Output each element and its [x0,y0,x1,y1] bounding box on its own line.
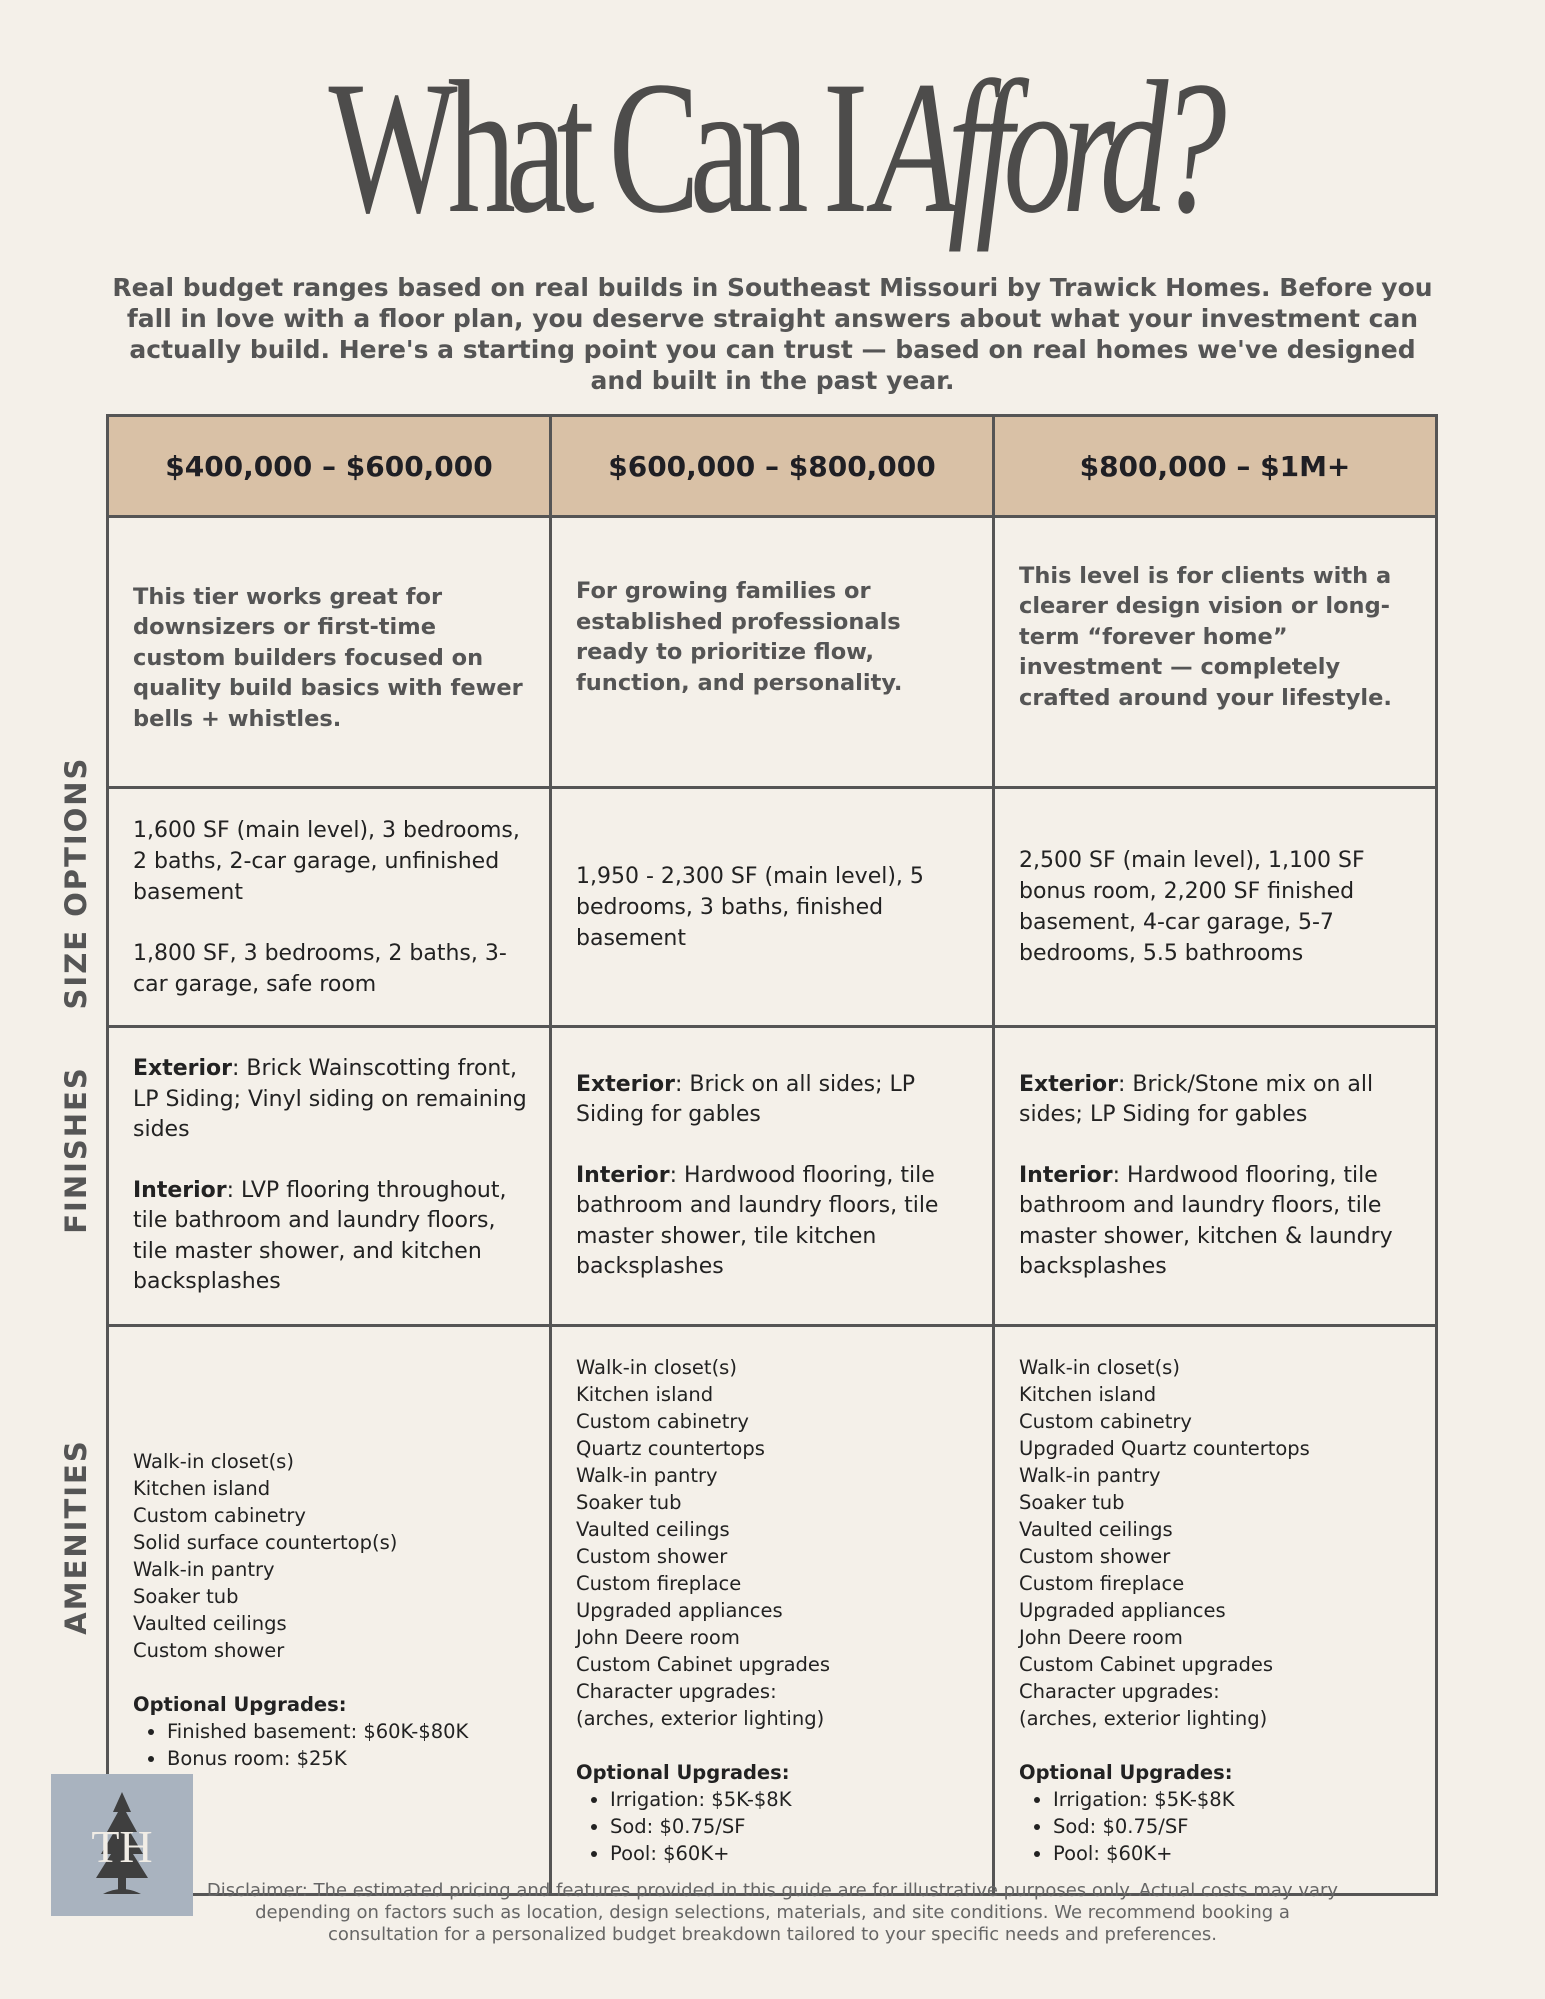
size-options-row [108,788,1437,1027]
description-row [108,517,1437,788]
optional-upgrade-item: • Bonus room: $25K [167,1745,529,1772]
amenities-cell-2 [551,1326,994,1895]
amenity-item: Custom cabinetry [133,1504,306,1527]
amenity-item: Soaker tub [576,1490,682,1514]
optional-upgrade-item: • Sod: $0.75/SF [1053,1813,1415,1840]
size-option: 1,950 - 2,300 SF (main level), 5 bedrooms, 3 baths, finished basement [576,863,924,951]
amenity-item: Quartz countertops [576,1436,765,1460]
optional-upgrade-item: • Finished basement: $60K-$80K [167,1718,529,1745]
interior-finish [133,1176,529,1298]
amenities-row [108,1326,1437,1895]
intro-paragraph: Real budget ranges based on real builds in Southeast Missouri by Trawick Homes. Before you fall in love with a floor plan, you deserve straight answers about what your investment can actually build. Here's a starting point you can trust — based on real homes we've designed and built in the past year. [112,273,1433,395]
size-option: 2,500 SF (main level), 1,100 SF bonus room, 2,200 SF finished basement, 4-car garage, 5-7 bedrooms, 5.5 bathrooms [1019,848,1365,966]
tier-description-1: This tier works great for downsizers or first-time custom builders focused on quality build basics with fewer bells + whistles. [108,517,551,788]
logo-monogram: TH [91,1821,153,1872]
page-title [216,43,1328,253]
optional-upgrades-title: Optional Upgrades: [133,1693,347,1716]
optional-upgrade-item: • Sod: $0.75/SF [610,1813,972,1840]
size-option: 1,800 SF, 3 bedrooms, 2 baths, 3-car garage, safe room [133,940,507,997]
amenity-item: (arches, exterior lighting) [576,1706,825,1730]
finishes-cell-2 [551,1027,994,1326]
exterior-label: Exterior [576,1071,676,1097]
amenity-item: Kitchen island [576,1382,714,1406]
interior-label: Interior [1019,1162,1113,1188]
amenity-item: Soaker tub [133,1585,239,1608]
title-italic: Afford? [874,43,1217,253]
optional-upgrades-list [576,1786,972,1867]
row-label-size-text: SIZE OPTIONS [59,756,93,1010]
size-cell-1 [108,788,551,1027]
amenity-item: Custom shower [133,1639,285,1662]
amenities-list-2 [576,1354,972,1732]
amenity-item: Upgraded appliances [576,1598,783,1622]
amenity-item: John Deere room [576,1625,740,1649]
amenity-item: Kitchen island [133,1477,271,1500]
tier-price-3: $800,000 – $1M+ [994,416,1437,517]
interior-text: : LVP flooring throughout, tile bathroom and laundry floors, tile master shower, and kitchen backsplashes [133,1177,507,1295]
amenity-item: Custom cabinetry [576,1409,749,1433]
amenity-item: (arches, exterior lighting) [1019,1706,1268,1730]
size-cell-3 [994,788,1437,1027]
size-cell-2 [551,788,994,1027]
optional-upgrade-item: • Pool: $60K+ [610,1840,972,1867]
optional-upgrades-list [1019,1786,1415,1867]
pine-tree-icon [51,1774,193,1916]
tier-description-2: For growing families or established professionals ready to prioritize flow, function, and personality. [551,517,994,788]
finishes-cell-3 [994,1027,1437,1326]
amenities-list-3 [1019,1354,1415,1732]
amenity-item: Upgraded appliances [1019,1598,1226,1622]
amenity-item: Custom fireplace [576,1571,742,1595]
tier-price-1: $400,000 – $600,000 [108,416,551,517]
amenity-item: Custom fireplace [1019,1571,1185,1595]
amenity-item: Soaker tub [1019,1490,1125,1514]
amenity-item: Walk-in closet(s) [1019,1355,1180,1379]
amenity-item: Custom cabinetry [1019,1409,1192,1433]
finishes-row [108,1027,1437,1326]
amenity-item: Walk-in closet(s) [133,1450,294,1473]
amenity-item: Walk-in pantry [1019,1463,1161,1487]
amenities-list-1 [133,1448,529,1664]
exterior-label: Exterior [1019,1071,1119,1097]
amenity-item: Solid surface countertop(s) [133,1531,398,1554]
optional-upgrades-title: Optional Upgrades: [1019,1760,1233,1784]
tier-description-3: This level is for clients with a clearer design vision or long-term “forever home” investment — completely crafted around your lifestyle. [994,517,1437,788]
row-label-finishes-text: FINISHES [59,1066,93,1234]
amenity-item: Custom Cabinet upgrades [1019,1652,1274,1676]
amenity-item: Custom shower [576,1544,728,1568]
amenity-item: Custom Cabinet upgrades [576,1652,831,1676]
interior-text: : Hardwood flooring, tile bathroom and laundry floors, tile master shower, tile kitchen backsplashes [576,1162,939,1279]
amenity-item: Character upgrades: [576,1679,777,1703]
interior-text: : Hardwood flooring, tile bathroom and laundry floors, tile master shower, kitchen & laundry backsplashes [1019,1162,1393,1279]
amenity-item: Kitchen island [1019,1382,1157,1406]
amenity-item: Custom shower [1019,1544,1171,1568]
interior-finish [1019,1161,1415,1283]
amenities-cell-3 [994,1326,1437,1895]
interior-label: Interior [133,1177,227,1203]
optional-upgrade-item: • Irrigation: $5K-$8K [1053,1786,1415,1813]
amenity-item: Walk-in pantry [576,1463,718,1487]
exterior-label: Exterior [133,1056,233,1082]
amenity-item: Vaulted ceilings [576,1517,730,1541]
pricing-table [106,414,1438,1896]
interior-label: Interior [576,1162,670,1188]
title-main: What Can I [328,43,859,253]
exterior-finish [576,1070,972,1131]
exterior-text: : Brick Wainscotting front, LP Siding; Vinyl siding on remaining sides [133,1056,527,1143]
optional-upgrade-item: • Pool: $60K+ [1053,1840,1415,1867]
interior-finish [576,1161,972,1283]
row-label-amenities-text: AMENITIES [59,1439,93,1635]
amenity-item: Vaulted ceilings [1019,1517,1173,1541]
optional-upgrades-list [133,1718,529,1772]
amenity-item: Vaulted ceilings [133,1612,287,1635]
exterior-text: : Brick on all sides; LP Siding for gables [576,1071,916,1127]
disclaimer: Disclaimer: The estimated pricing and features provided in this guide are for illustrative purposes only. Actual costs may vary depending on factors such as location, design selections, materials, and site conditions. We recommend booking a consultation for a personalized budget breakdown tailored to your specific needs and preferences. [206,1880,1339,1945]
amenity-item: Walk-in closet(s) [576,1355,737,1379]
exterior-finish [1019,1070,1415,1131]
optional-upgrades-title: Optional Upgrades: [576,1760,790,1784]
amenity-item: Character upgrades: [1019,1679,1220,1703]
amenity-item: John Deere room [1019,1625,1183,1649]
exterior-text: : Brick/Stone mix on all sides; LP Siding for gables [1019,1071,1374,1127]
trawick-homes-logo [51,1774,193,1916]
finishes-cell-1 [108,1027,551,1326]
exterior-finish [133,1054,529,1146]
optional-upgrade-item: • Irrigation: $5K-$8K [610,1786,972,1813]
amenity-item: Walk-in pantry [133,1558,275,1581]
size-option: 1,600 SF (main level), 3 bedrooms, 2 baths, 2-car garage, unfinished basement [133,817,520,905]
amenity-item: Upgraded Quartz countertops [1019,1436,1310,1460]
tier-price-2: $600,000 – $800,000 [551,416,994,517]
price-header-row [108,416,1437,517]
